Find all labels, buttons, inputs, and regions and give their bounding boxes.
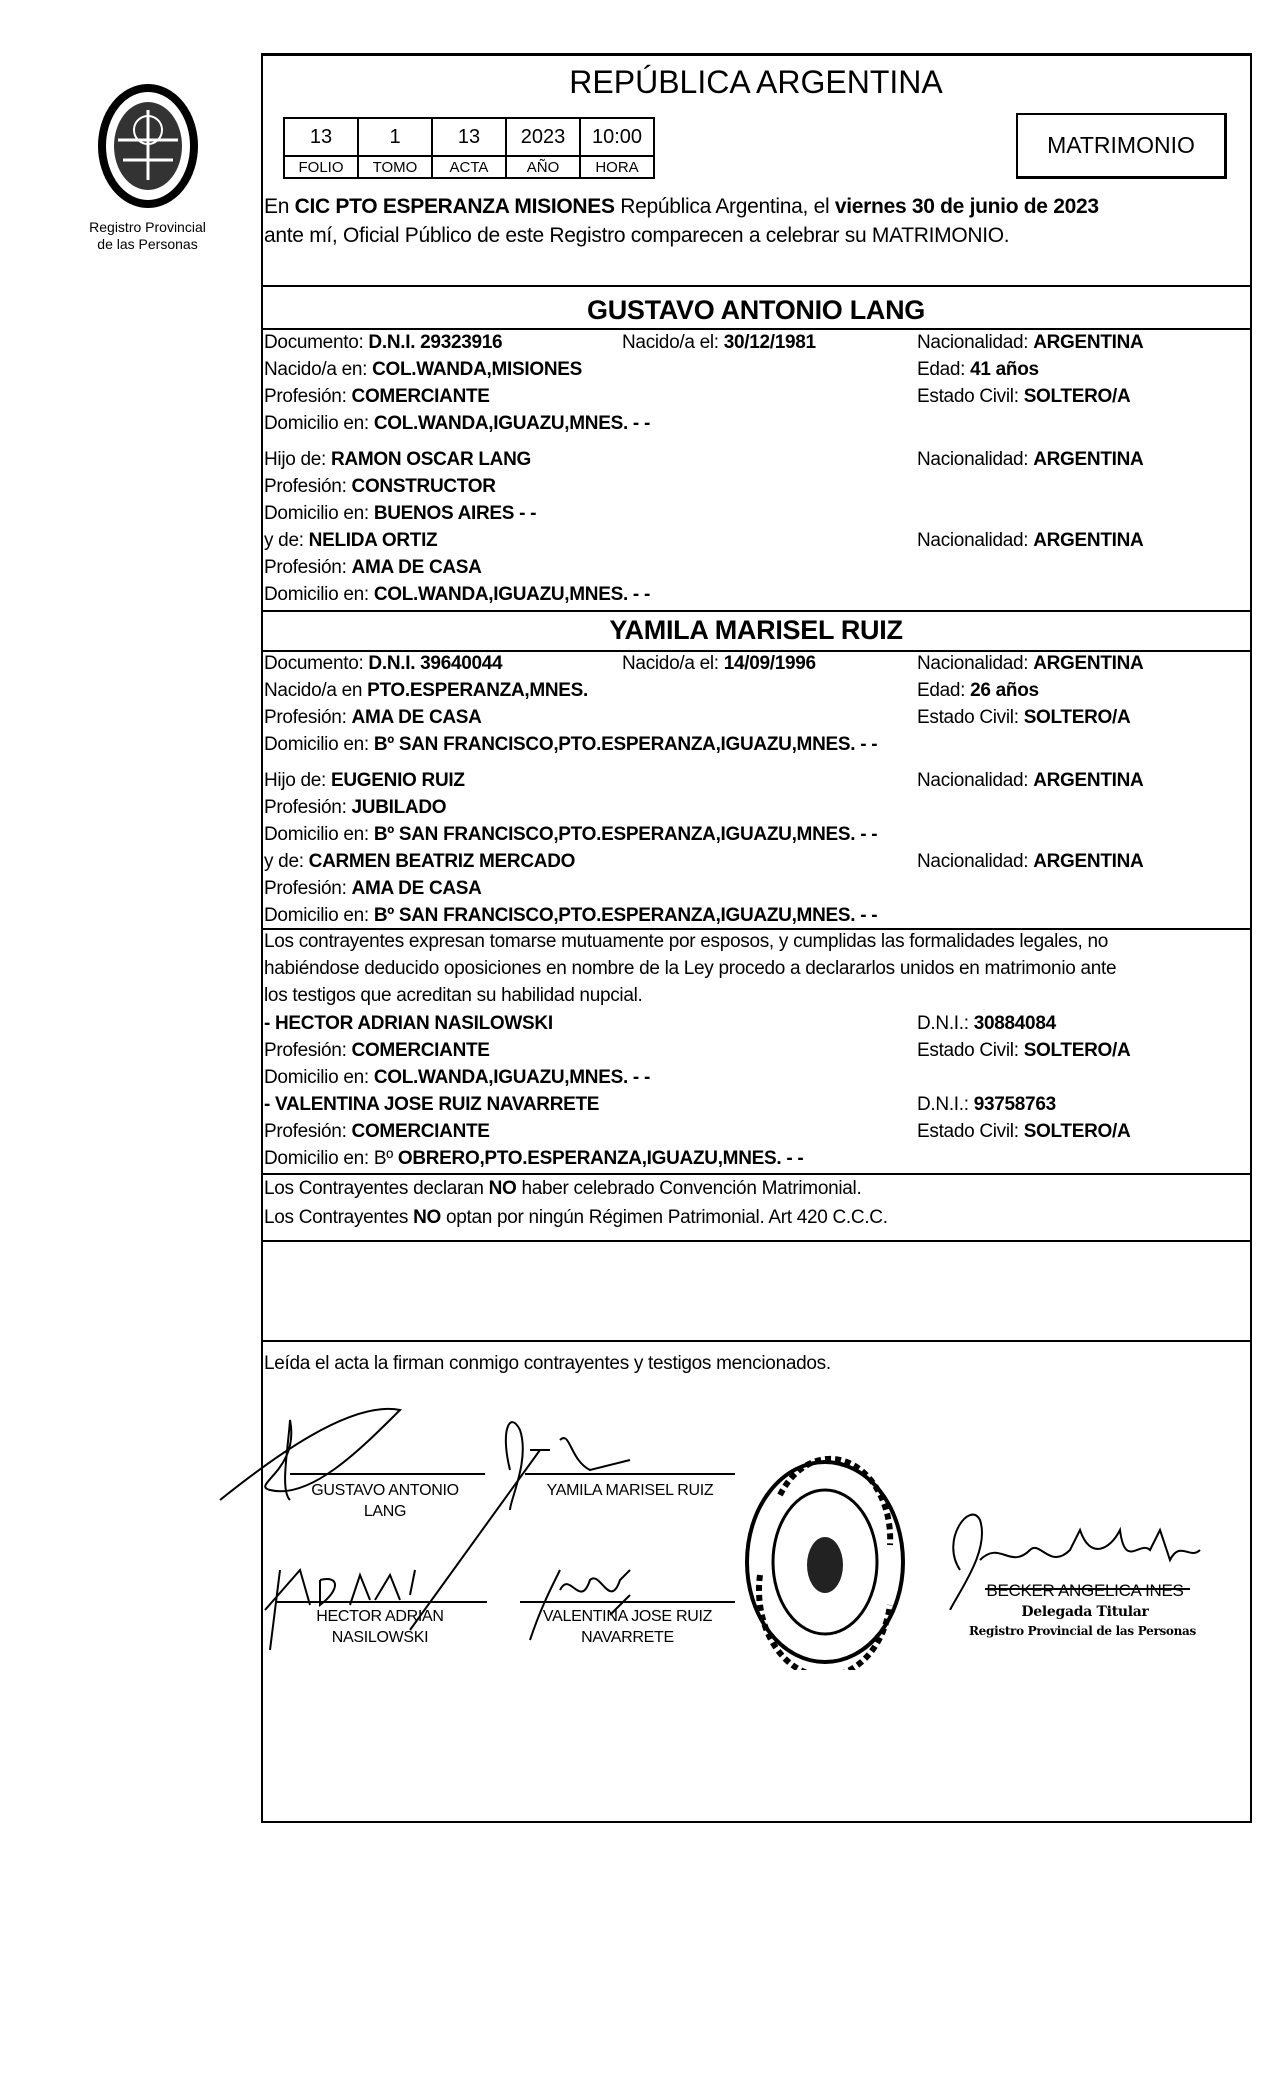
officer-name: BECKER ANGELICA INES — [986, 1581, 1184, 1600]
logo-line1: Registro Provincial — [89, 219, 206, 235]
registry-fields-table — [283, 117, 655, 179]
acta-label: ACTA — [432, 156, 506, 178]
closing-statement: Leída el acta la firman conmigo contrayentes y testigos mencionados. — [264, 1353, 831, 1374]
intro-line-1: En CIC PTO ESPERANZA MISIONES República Argentina, el viernes 30 de junio de 2023 — [264, 195, 1099, 218]
groom-signature-name-1: GUSTAVO ANTONIO — [311, 1482, 459, 1499]
intro-line-2: ante mí, Oficial Público de este Registro comparecen a celebrar su MATRIMONIO. — [264, 224, 1010, 247]
witness-1-signature-name-2: NASILOWSKI — [331, 1629, 429, 1646]
witness-2-signature-name-1: VALENTINA JOSE RUIZ — [542, 1608, 713, 1625]
officer-role: Delegada Titular — [1021, 1604, 1149, 1620]
tomo-label: TOMO — [358, 156, 432, 178]
groom-name: GUSTAVO ANTONIO LANG — [587, 295, 925, 325]
witness-2-name: - VALENTINA JOSE RUIZ NAVARRETE — [264, 1094, 600, 1115]
witness-2-signature-name-2: NAVARRETE — [581, 1629, 674, 1646]
hora-label: HORA — [580, 156, 654, 178]
folio-value: 13 — [284, 118, 358, 156]
anio-value: 2023 — [506, 118, 580, 156]
bride-signature-name: YAMILA MARISEL RUIZ — [546, 1482, 714, 1499]
hora-value: 10:00 — [580, 118, 654, 156]
page-title: REPÚBLICA ARGENTINA — [569, 64, 943, 100]
officer-organization: Registro Provincial de las Personas — [969, 1624, 1196, 1638]
tomo-value: 1 — [358, 118, 432, 156]
bride-name: YAMILA MARISEL RUIZ — [609, 615, 903, 645]
official-stamp-icon — [740, 1455, 910, 1670]
logo-line2: de las Personas — [97, 236, 198, 252]
acta-value: 13 — [432, 118, 506, 156]
groom-signature-name-2: LANG — [363, 1503, 407, 1520]
anio-label: AÑO — [506, 156, 580, 178]
folio-label: FOLIO — [284, 156, 358, 178]
province-seal-icon — [78, 80, 218, 215]
witness-1-name: - HECTOR ADRIAN NASILOWSKI — [264, 1013, 553, 1034]
act-type-box: MATRIMONIO — [1016, 113, 1227, 179]
witness-1-signature-name-1: HECTOR ADRIAN — [316, 1608, 444, 1625]
